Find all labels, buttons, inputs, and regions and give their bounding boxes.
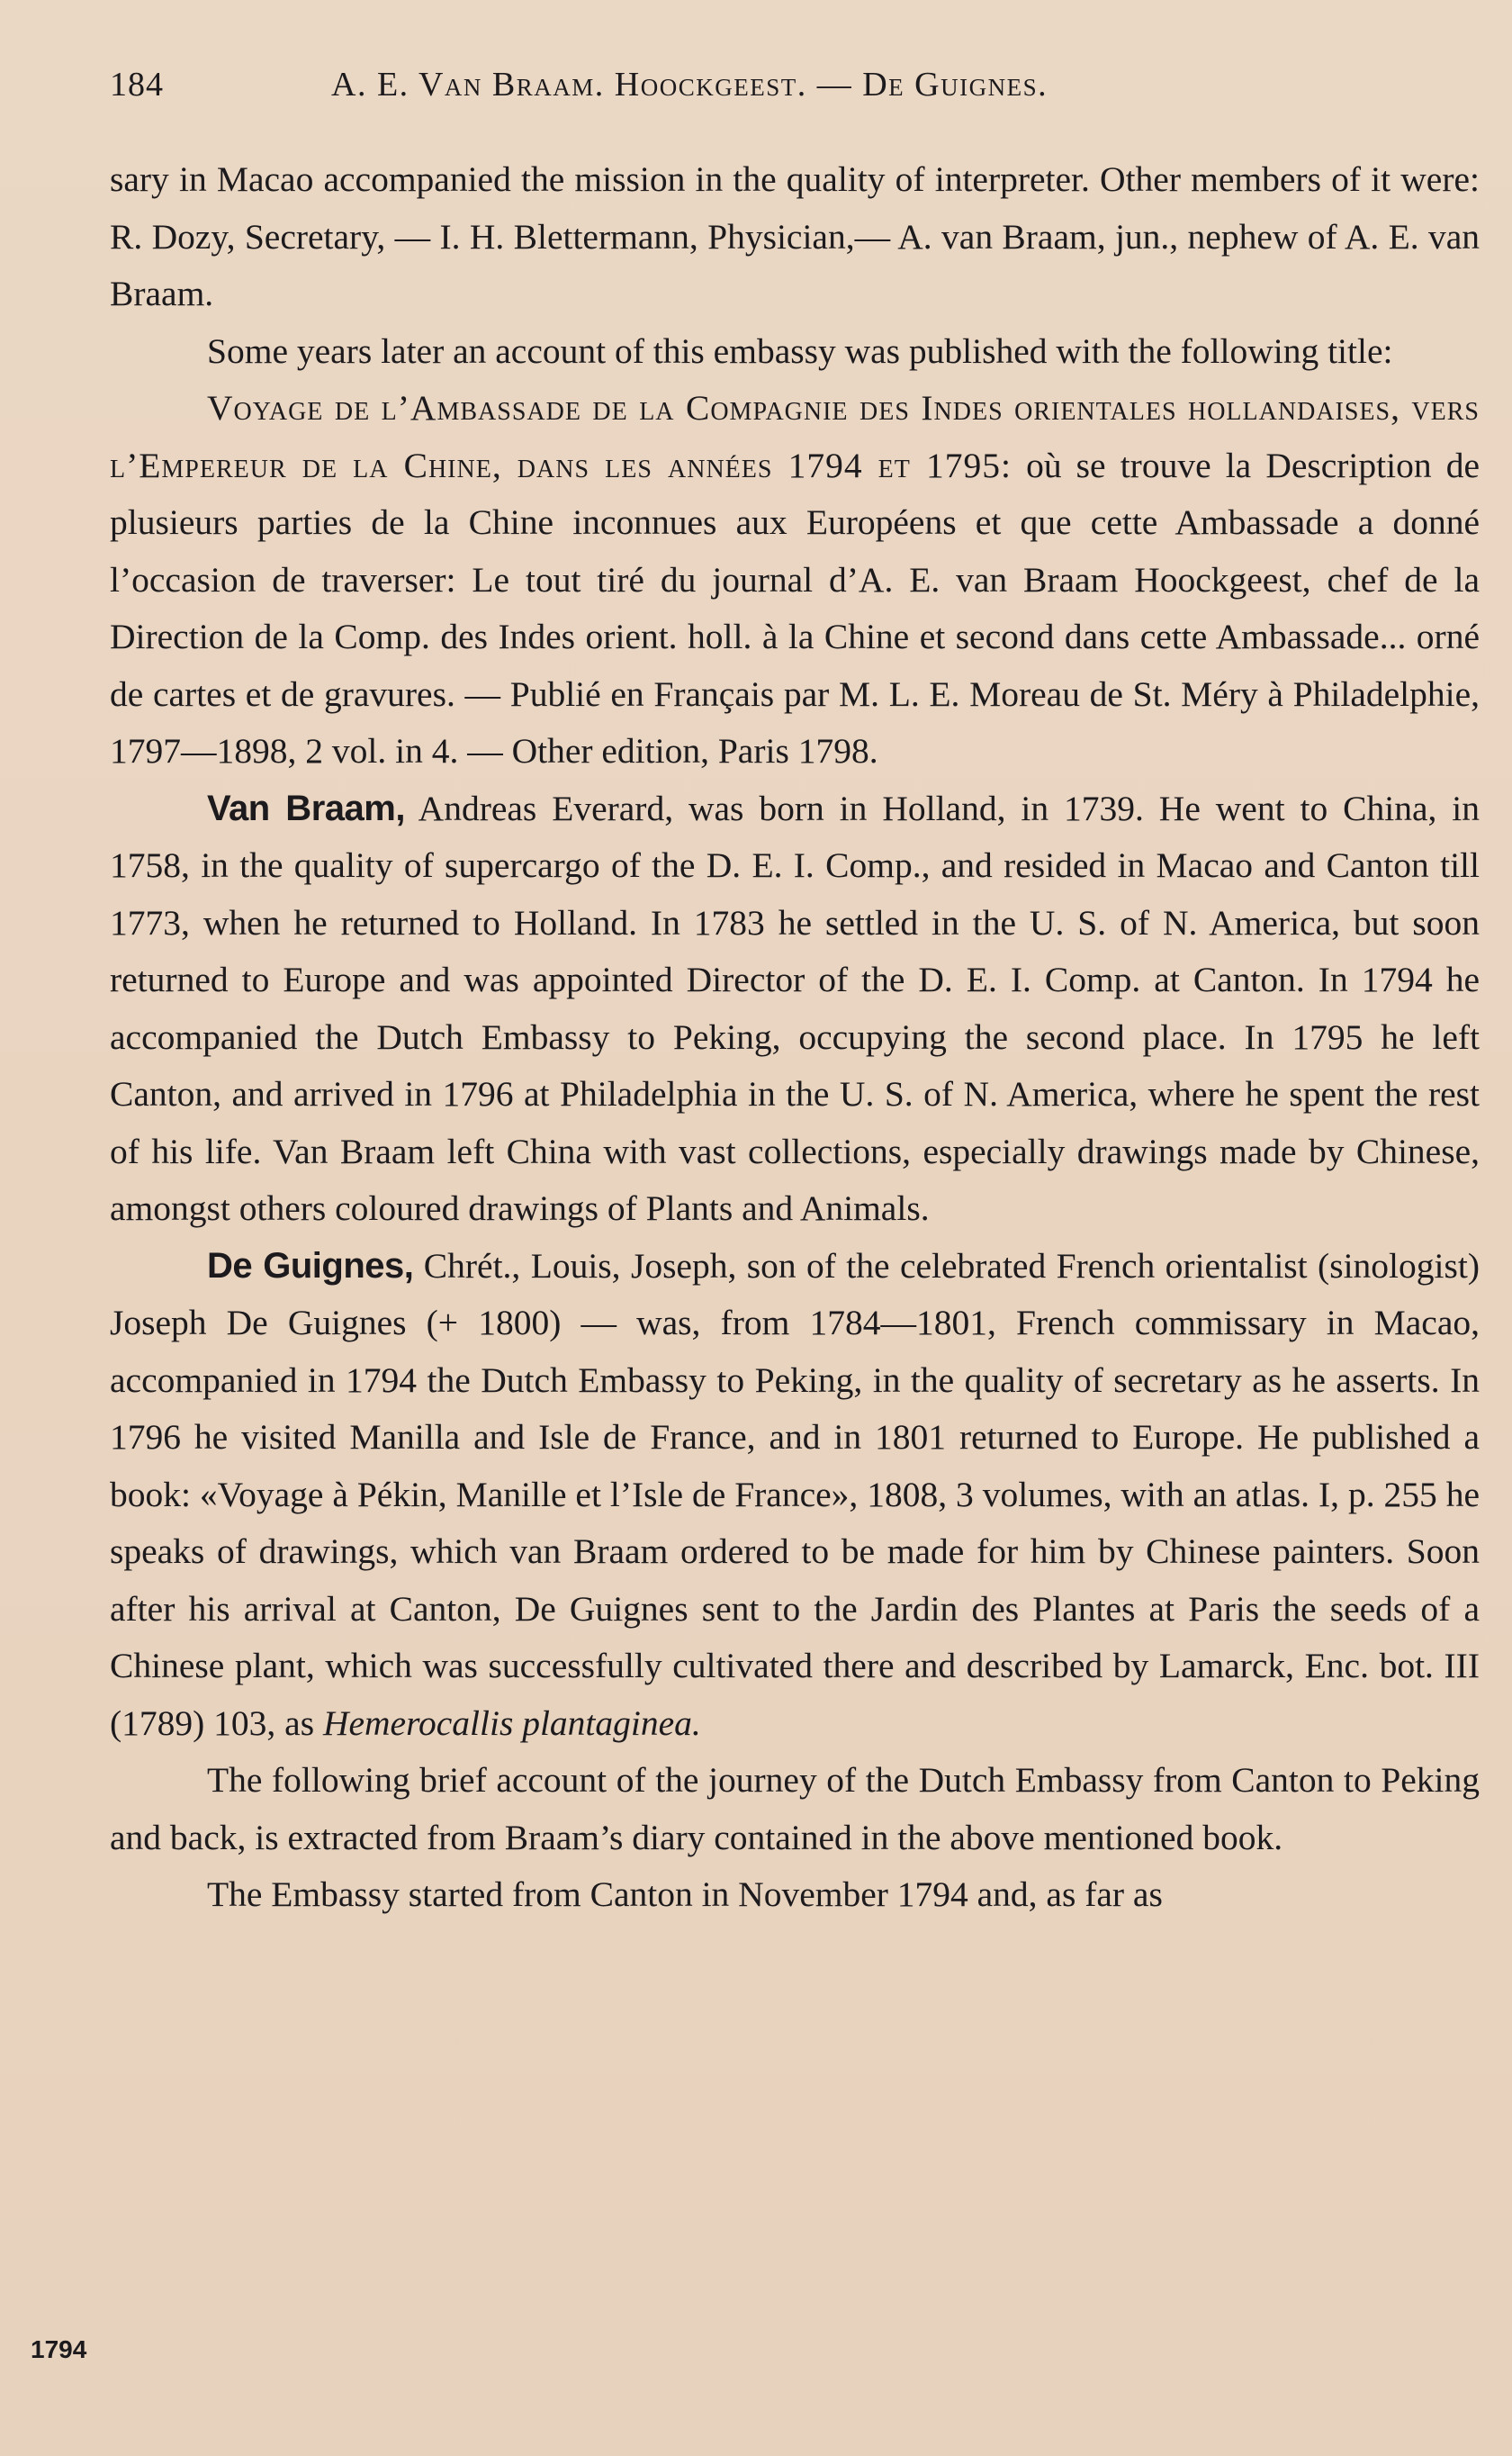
paragraph-journey-account: The following brief account of the journey of the Dutch Embassy from Canton to Peking and back, is extracted from Braam’s diary contained in the above mentioned book. [110,1760,1480,1857]
entry-name-van-braam: Van Braam, [207,788,405,828]
entry-text-van-braam: Andreas Everard, was born in Holland, in 1739. He went to China, in 1758, in the quality of supercargo of the D. E. I. Comp., and resided in Macao and Canton till 1773, when he returned to Holland. In 1783 he settled in the U. S. of N. America, but soon returned to Europe and was appointed Director of the D. E. I. Comp. at Canton. In 1794 he accompanied the Dutch Embassy to Peking, occupying the second place. In 1795 he left Canton, and arrived in 1796 at Philadelphia in the U. S. of N. America, where he spent the rest of his life. Van Braam left China with vast collections, especially drawings made by Chinese, amongst others coloured drawings of Plants and Animals. [110,788,1480,1228]
paragraph-van-braam [110,781,1480,1238]
species-name: Hemerocallis plantaginea. [322,1702,701,1743]
book-title: Voyage de l’Ambassade de la Compagnie des Indes orientales hollandaises, vers l’Empereur de la Chine, dans les années 1794 et 1795: [110,388,1480,485]
paragraph-embassy-start: The Embassy started from Canton in November 1794 and, as far as [207,1874,1163,1914]
paragraph-book-title [110,380,1480,781]
paragraph-de-guignes [110,1238,1480,1753]
body-text [110,151,1480,1924]
entry-text-de-guignes: Chrét., Louis, Joseph, son of the celebrated French orientalist (sinologist) Joseph De Guignes (+ 1800) — was, from 1784—1801, French commissary in Macao, accompanied in 1794 the Dutch Embassy to Peking, in the quality of secretary as he asserts. In 1796 he visited Manilla and Isle de France, and in 1801 returned to Europe. He published a book: «Voyage à Pékin, Manille et l’Isle de France», 1808, 3 volumes, with an atlas. I, p. 255 he speaks of drawings, which van Braam ordered to be made for him by Chinese painters. Soon after his arrival at Canton, De Guignes sent to the Jardin des Plantes at Paris the seeds of a Chinese plant, which was successfully cultivated there and described by Lamarck, Enc. bot. III (1789) 103, as [110,1245,1480,1743]
paragraph-account-intro: Some years later an account of this embassy was published with the following title: [207,330,1393,371]
paragraph-embassy-members: sary in Macao accompanied the mission in the quality of interpreter. Other members of it were: R. Dozy, Secretary, — I. H. Blettermann, Physician,— A. van Braam, jun., nephew of A. E. van Braam. [110,159,1480,313]
running-head [110,65,1478,108]
book-title-description: où se trouve la Description de plusieurs parties de la Chine inconnues aux Européens et que cette Ambassade a donné l’occasion de traverser: Le tout tiré du journal d’A. E. van Braam Hoockgeest, chef de la Direction de la Comp. des Indes orient. holl. à la Chine et second dans cette Ambassade... orné de cartes et de gravures. — Publié en Français par M. L. E. Moreau de St. Méry à Philadelphie, 1797—1898, 2 vol. in 4. — Other edition, Paris 1798. [110,445,1480,771]
entry-name-de-guignes: De Guignes, [207,1245,414,1286]
running-title: A. E. Van Braam. Hoockgeest. — De Guignes. [331,66,1048,104]
margin-year-note: 1794 [31,2335,87,2363]
page-number: 184 [110,66,164,104]
